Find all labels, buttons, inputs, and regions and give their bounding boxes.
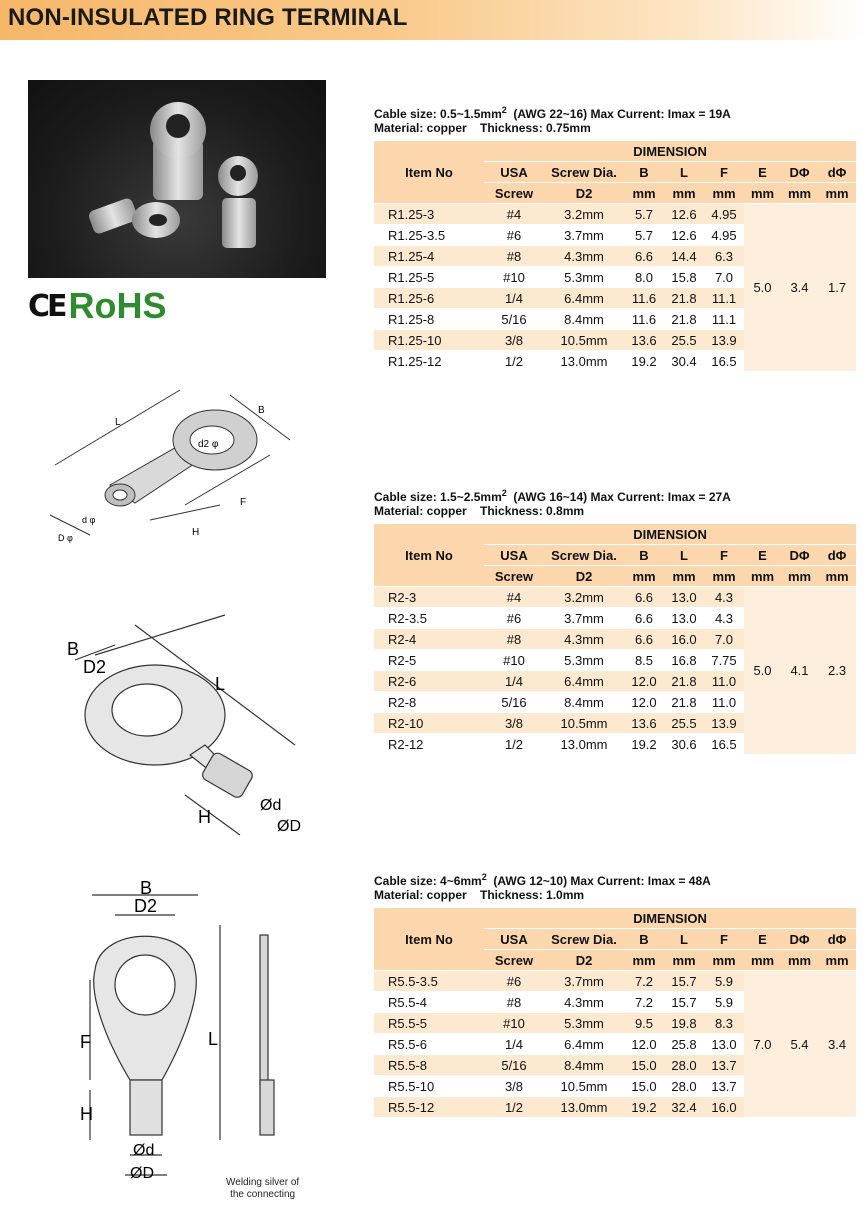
header-unit-mm: mm (704, 566, 744, 587)
label-L: L (208, 1029, 219, 1049)
header-bar (0, 0, 868, 40)
label-L: L (115, 417, 121, 428)
spec-section-1 (374, 103, 860, 372)
header-screw: Screw (484, 183, 544, 204)
header-unit-mm: mm (818, 566, 856, 587)
diagram-perspective (55, 605, 310, 850)
cell-dim-b: 6.6 (624, 246, 664, 267)
cell-usa-screw: 3/8 (484, 1076, 544, 1097)
cell-usa-screw: #6 (484, 608, 544, 629)
cell-dim-l: 12.6 (664, 225, 704, 246)
header-unit-mm: mm (664, 566, 704, 587)
header-dphi: DΦ (781, 162, 818, 183)
label-H: H (192, 527, 200, 538)
label-L: L (215, 674, 226, 694)
label-D: D φ (58, 533, 73, 543)
cell-dim-b: 13.6 (624, 713, 664, 734)
cell-screw-dia: 10.5mm (544, 330, 624, 351)
cell-usa-screw: #10 (484, 1013, 544, 1034)
cell-dim-l: 14.4 (664, 246, 704, 267)
header-e: E (744, 545, 781, 566)
cell-usa-screw: #4 (484, 587, 544, 608)
header-item-no: Item No (374, 908, 484, 971)
rohs-mark: RoHS (68, 285, 167, 326)
cell-dim-l: 21.8 (664, 671, 704, 692)
label-D2: D2 (83, 657, 107, 677)
cell-item-no: R2-10 (374, 713, 484, 734)
cell-screw-dia: 6.4mm (544, 1034, 624, 1055)
cell-dim-f: 4.3 (704, 587, 744, 608)
cell-dim-f: 4.95 (704, 225, 744, 246)
cell-dim-b: 9.5 (624, 1013, 664, 1034)
cable-awg-current: (AWG 22~16) Max Current: Imax = 19A (506, 107, 731, 121)
cell-screw-dia: 8.4mm (544, 692, 624, 713)
cell-dim-b: 12.0 (624, 692, 664, 713)
cell-dim-b: 12.0 (624, 1034, 664, 1055)
cell-dim-f: 4.95 (704, 204, 744, 225)
label-B: B (67, 639, 80, 659)
cell-item-no: R2-4 (374, 629, 484, 650)
material-line: Material: copper Thickness: 0.75mm (374, 121, 591, 135)
cell-screw-dia: 4.3mm (544, 992, 624, 1013)
header-screw-dia: Screw Dia. (544, 545, 624, 566)
cell-usa-screw: 1/4 (484, 671, 544, 692)
cell-usa-screw: 3/8 (484, 330, 544, 351)
header-unit-mm: mm (704, 950, 744, 971)
header-d2: D2 (544, 183, 624, 204)
cell-usa-screw: #6 (484, 225, 544, 246)
table-row (374, 587, 856, 608)
cell-dim-l: 25.5 (664, 713, 704, 734)
cell-dim-b: 15.0 (624, 1055, 664, 1076)
cell-dim-l: 21.8 (664, 288, 704, 309)
cell-dphi-merged: 1.7 (818, 204, 856, 372)
cell-dphi-merged: 4.1 (781, 587, 818, 755)
spec-section-2 (374, 486, 860, 755)
cell-screw-dia: 8.4mm (544, 1055, 624, 1076)
header-item-no: Item No (374, 141, 484, 204)
dimension-table (374, 141, 856, 372)
header-dphi: DΦ (781, 545, 818, 566)
header-row-1 (374, 141, 856, 162)
header-e: E (744, 162, 781, 183)
cell-dim-b: 11.6 (624, 309, 664, 330)
header-dphi: dΦ (818, 162, 856, 183)
cell-dim-f: 11.0 (704, 671, 744, 692)
cell-dim-l: 16.0 (664, 629, 704, 650)
cell-usa-screw: #4 (484, 204, 544, 225)
header-unit-mm: mm (624, 183, 664, 204)
label-F: F (240, 497, 247, 508)
cell-dim-f: 5.9 (704, 992, 744, 1013)
cell-e-merged: 5.0 (744, 204, 781, 372)
cell-dim-f: 6.3 (704, 246, 744, 267)
cell-item-no: R2-6 (374, 671, 484, 692)
cell-dim-l: 21.8 (664, 692, 704, 713)
header-d2: D2 (544, 566, 624, 587)
cell-usa-screw: #10 (484, 267, 544, 288)
cell-dphi-merged: 3.4 (818, 971, 856, 1118)
cell-dim-b: 6.6 (624, 629, 664, 650)
header-unit-mm: mm (704, 183, 744, 204)
cell-screw-dia: 5.3mm (544, 1013, 624, 1034)
cable-size: Cable size: 1.5~2.5mm (374, 490, 502, 504)
header-d2: D2 (544, 950, 624, 971)
cable-size: Cable size: 4~6mm (374, 874, 482, 888)
label-d: Ød (260, 797, 282, 814)
cell-dim-f: 16.5 (704, 734, 744, 755)
cell-screw-dia: 5.3mm (544, 267, 624, 288)
welding-note (226, 1177, 299, 1201)
cell-item-no: R2-3 (374, 587, 484, 608)
cell-item-no: R5.5-8 (374, 1055, 484, 1076)
cell-screw-dia: 4.3mm (544, 246, 624, 267)
cell-dim-f: 13.9 (704, 713, 744, 734)
cell-dim-f: 13.0 (704, 1034, 744, 1055)
header-f: F (704, 162, 744, 183)
cell-dim-b: 8.0 (624, 267, 664, 288)
welding-note-line-1: Welding silver of (226, 1177, 300, 1188)
cell-screw-dia: 13.0mm (544, 734, 624, 755)
header-unit-mm: mm (664, 183, 704, 204)
header-unit-mm: mm (781, 950, 818, 971)
material-line: Material: copper Thickness: 1.0mm (374, 888, 585, 902)
cell-dim-b: 12.0 (624, 671, 664, 692)
label-d: Ød (133, 1142, 155, 1159)
cell-usa-screw: #10 (484, 650, 544, 671)
dimension-table (374, 908, 856, 1118)
cell-screw-dia: 10.5mm (544, 713, 624, 734)
cell-dim-b: 19.2 (624, 1097, 664, 1118)
cell-dim-l: 28.0 (664, 1076, 704, 1097)
header-unit-mm: mm (624, 566, 664, 587)
cell-dphi-merged: 3.4 (781, 204, 818, 372)
cell-dim-b: 5.7 (624, 204, 664, 225)
cell-dim-b: 19.2 (624, 734, 664, 755)
header-l: L (664, 929, 704, 950)
cell-usa-screw: 5/16 (484, 1055, 544, 1076)
header-screw-dia: Screw Dia. (544, 162, 624, 183)
label-D: ØD (130, 1165, 154, 1180)
product-photo (28, 80, 326, 278)
cell-dim-f: 13.7 (704, 1055, 744, 1076)
header-unit-mm: mm (781, 183, 818, 204)
cell-item-no: R2-12 (374, 734, 484, 755)
cell-dim-b: 11.6 (624, 288, 664, 309)
header-unit-mm: mm (744, 183, 781, 204)
cell-dim-f: 7.0 (704, 629, 744, 650)
cell-dim-l: 32.4 (664, 1097, 704, 1118)
cell-item-no: R1.25-8 (374, 309, 484, 330)
header-unit-mm: mm (624, 950, 664, 971)
cell-item-no: R1.25-10 (374, 330, 484, 351)
cell-dim-l: 19.8 (664, 1013, 704, 1034)
cell-dim-b: 7.2 (624, 992, 664, 1013)
diagram-isometric (40, 385, 310, 550)
cable-awg-current: (AWG 12~10) Max Current: Imax = 48A (486, 874, 711, 888)
label-D2: D2 (134, 896, 158, 916)
header-l: L (664, 162, 704, 183)
header-row-1 (374, 524, 856, 545)
cell-dim-f: 8.3 (704, 1013, 744, 1034)
cell-usa-screw: #8 (484, 992, 544, 1013)
cell-usa-screw: 3/8 (484, 713, 544, 734)
cell-dim-b: 8.5 (624, 650, 664, 671)
cell-screw-dia: 13.0mm (544, 1097, 624, 1118)
cell-usa-screw: 1/2 (484, 734, 544, 755)
header-dphi: DΦ (781, 929, 818, 950)
label-B: B (258, 405, 265, 416)
header-unit-mm: mm (664, 950, 704, 971)
cell-usa-screw: 1/2 (484, 1097, 544, 1118)
header-row-1 (374, 908, 856, 929)
label-d2: d2 φ (198, 439, 219, 450)
header-b: B (624, 162, 664, 183)
cell-dim-f: 16.0 (704, 1097, 744, 1118)
cell-usa-screw: 1/2 (484, 351, 544, 372)
cell-screw-dia: 13.0mm (544, 351, 624, 372)
cell-dim-b: 19.2 (624, 351, 664, 372)
header-dimension: DIMENSION (484, 908, 856, 929)
cell-dphi-merged: 2.3 (818, 587, 856, 755)
header-unit-mm: mm (744, 950, 781, 971)
cell-screw-dia: 5.3mm (544, 650, 624, 671)
cell-item-no: R1.25-4 (374, 246, 484, 267)
cell-usa-screw: 1/4 (484, 288, 544, 309)
cell-item-no: R1.25-5 (374, 267, 484, 288)
cell-dim-f: 13.9 (704, 330, 744, 351)
cell-dim-l: 30.4 (664, 351, 704, 372)
cell-dim-f: 5.9 (704, 971, 744, 992)
cell-item-no: R5.5-4 (374, 992, 484, 1013)
header-screw: Screw (484, 566, 544, 587)
cell-dim-l: 28.0 (664, 1055, 704, 1076)
cell-item-no: R5.5-6 (374, 1034, 484, 1055)
cable-size-sup: 2 (481, 872, 487, 882)
cell-dim-b: 6.6 (624, 608, 664, 629)
header-b: B (624, 545, 664, 566)
cell-dim-l: 13.0 (664, 587, 704, 608)
cell-screw-dia: 3.2mm (544, 204, 624, 225)
header-screw-dia: Screw Dia. (544, 929, 624, 950)
cell-dphi-merged: 5.4 (781, 971, 818, 1118)
cell-screw-dia: 6.4mm (544, 288, 624, 309)
header-dphi: dΦ (818, 545, 856, 566)
header-e: E (744, 929, 781, 950)
header-unit-mm: mm (744, 566, 781, 587)
header-dimension: DIMENSION (484, 524, 856, 545)
cell-dim-f: 11.0 (704, 692, 744, 713)
cell-screw-dia: 3.2mm (544, 587, 624, 608)
header-dphi: dΦ (818, 929, 856, 950)
cable-size-line (374, 486, 860, 504)
cell-e-merged: 5.0 (744, 587, 781, 755)
header-f: F (704, 545, 744, 566)
spec-section-3 (374, 870, 860, 1118)
cell-screw-dia: 3.7mm (544, 608, 624, 629)
table-row (374, 971, 856, 992)
cell-dim-l: 30.6 (664, 734, 704, 755)
header-usa: USA (484, 162, 544, 183)
header-f: F (704, 929, 744, 950)
label-H: H (80, 1104, 93, 1124)
header-item-no: Item No (374, 524, 484, 587)
label-D: ØD (277, 818, 301, 835)
cell-dim-f: 13.7 (704, 1076, 744, 1097)
cell-item-no: R1.25-3.5 (374, 225, 484, 246)
cell-dim-l: 15.7 (664, 992, 704, 1013)
cell-dim-f: 11.1 (704, 288, 744, 309)
cell-item-no: R5.5-5 (374, 1013, 484, 1034)
cell-item-no: R2-5 (374, 650, 484, 671)
terminals-photo-illustration (28, 80, 326, 278)
welding-note-line-2: the connecting (230, 1189, 296, 1200)
cell-usa-screw: #8 (484, 629, 544, 650)
cable-size-line (374, 103, 860, 121)
label-B: B (140, 880, 153, 898)
cell-item-no: R5.5-12 (374, 1097, 484, 1118)
cell-dim-l: 13.0 (664, 608, 704, 629)
cell-dim-b: 5.7 (624, 225, 664, 246)
cell-usa-screw: #6 (484, 971, 544, 992)
cell-usa-screw: 5/16 (484, 309, 544, 330)
cell-item-no: R5.5-10 (374, 1076, 484, 1097)
cell-dim-l: 16.8 (664, 650, 704, 671)
cell-dim-f: 11.1 (704, 309, 744, 330)
cell-dim-f: 4.3 (704, 608, 744, 629)
diagram-front-view (70, 880, 290, 1180)
header-screw: Screw (484, 950, 544, 971)
header-unit-mm: mm (781, 566, 818, 587)
dimension-table (374, 524, 856, 755)
cell-dim-l: 15.7 (664, 971, 704, 992)
cell-screw-dia: 4.3mm (544, 629, 624, 650)
cell-item-no: R5.5-3.5 (374, 971, 484, 992)
ce-mark: CE (28, 288, 65, 324)
cable-size-sup: 2 (501, 105, 507, 115)
certification-logos (28, 286, 167, 326)
cell-item-no: R1.25-12 (374, 351, 484, 372)
cable-size-line (374, 870, 860, 888)
header-l: L (664, 545, 704, 566)
header-b: B (624, 929, 664, 950)
cell-dim-b: 13.6 (624, 330, 664, 351)
cell-usa-screw: #8 (484, 246, 544, 267)
cell-usa-screw: 5/16 (484, 692, 544, 713)
cell-dim-l: 12.6 (664, 204, 704, 225)
cell-item-no: R2-3.5 (374, 608, 484, 629)
cell-screw-dia: 3.7mm (544, 971, 624, 992)
cell-dim-b: 7.2 (624, 971, 664, 992)
header-dimension: DIMENSION (484, 141, 856, 162)
cell-item-no: R1.25-3 (374, 204, 484, 225)
cell-dim-l: 15.8 (664, 267, 704, 288)
cell-dim-f: 16.5 (704, 351, 744, 372)
cell-item-no: R2-8 (374, 692, 484, 713)
cell-screw-dia: 8.4mm (544, 309, 624, 330)
label-F: F (80, 1032, 91, 1052)
header-usa: USA (484, 545, 544, 566)
cell-dim-b: 6.6 (624, 587, 664, 608)
cable-awg-current: (AWG 16~14) Max Current: Imax = 27A (506, 490, 731, 504)
cell-e-merged: 7.0 (744, 971, 781, 1118)
cell-usa-screw: 1/4 (484, 1034, 544, 1055)
header-usa: USA (484, 929, 544, 950)
cell-dim-f: 7.75 (704, 650, 744, 671)
material-line: Material: copper Thickness: 0.8mm (374, 504, 585, 518)
label-d: d φ (82, 515, 96, 525)
table-row (374, 204, 856, 225)
page-title: NON-INSULATED RING TERMINAL (8, 4, 408, 31)
label-H: H (198, 807, 211, 827)
cable-size: Cable size: 0.5~1.5mm (374, 107, 502, 121)
cell-dim-l: 25.8 (664, 1034, 704, 1055)
cell-dim-f: 7.0 (704, 267, 744, 288)
cell-item-no: R1.25-6 (374, 288, 484, 309)
header-unit-mm: mm (818, 950, 856, 971)
cell-dim-l: 25.5 (664, 330, 704, 351)
cell-screw-dia: 3.7mm (544, 225, 624, 246)
cell-screw-dia: 6.4mm (544, 671, 624, 692)
cable-size-sup: 2 (501, 488, 507, 498)
cell-screw-dia: 10.5mm (544, 1076, 624, 1097)
cell-dim-l: 21.8 (664, 309, 704, 330)
header-unit-mm: mm (818, 183, 856, 204)
cell-dim-b: 15.0 (624, 1076, 664, 1097)
